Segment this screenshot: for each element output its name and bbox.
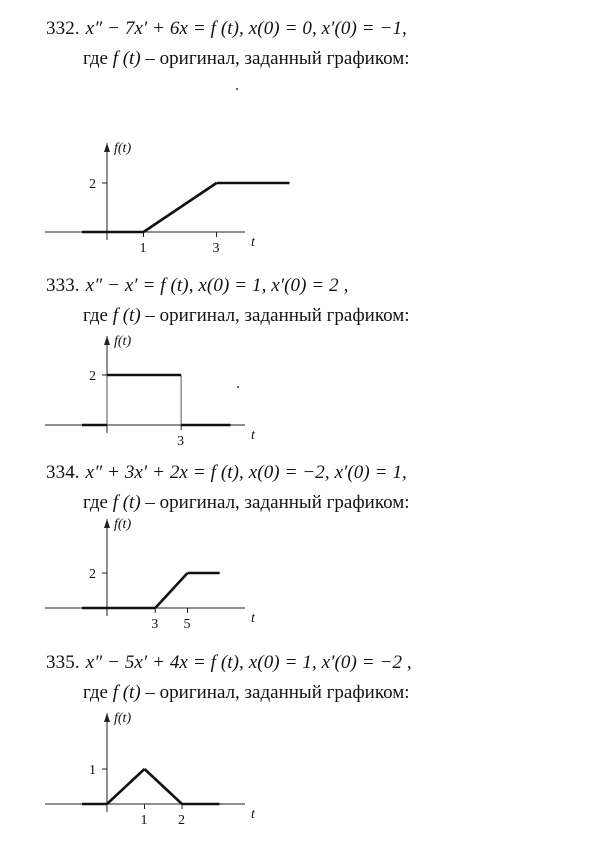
x-tick-label: 3 xyxy=(151,617,159,632)
x-tick-label: 5 xyxy=(183,617,191,632)
problem-333 xyxy=(0,275,599,465)
function-symbol: f (t) xyxy=(112,305,141,326)
lead-word: где xyxy=(83,48,108,69)
problem-number: 332. xyxy=(46,18,80,39)
y-tick-label: 2 xyxy=(89,177,96,192)
y-axis-arrow xyxy=(104,143,110,152)
function-symbol: f (t) xyxy=(112,48,141,69)
x-tick-label: 2 xyxy=(178,813,185,828)
x-tick-label: 1 xyxy=(139,241,147,256)
x-axis-label: t xyxy=(251,428,255,443)
x-axis-label: t xyxy=(251,235,255,250)
x-tick-label: 3 xyxy=(177,434,185,449)
problem-statement xyxy=(46,462,407,484)
equation: x″ − 7x′ + 6x = f (t), x(0) = 0, x′(0) = −1, xyxy=(85,18,407,39)
problem-number: 333. xyxy=(46,275,80,296)
scan-speck xyxy=(237,386,239,388)
lead-word: где xyxy=(83,492,108,513)
x-axis-label: t xyxy=(251,807,255,822)
x-tick-label: 1 xyxy=(140,813,148,828)
problem-description xyxy=(83,492,410,514)
description-text: – оригинал, заданный графиком: xyxy=(145,492,410,513)
equation: x″ + 3x′ + 2x = f (t), x(0) = −2, x′(0) = 1, xyxy=(85,462,407,483)
problem-description xyxy=(83,305,410,327)
function-symbol: f (t) xyxy=(112,492,141,513)
problem-description xyxy=(83,682,410,704)
y-tick-label: 1 xyxy=(89,763,96,778)
y-axis-label: f(t) xyxy=(114,334,132,349)
function-symbol: f (t) xyxy=(112,682,141,703)
description-text: – оригинал, заданный графиком: xyxy=(145,305,410,326)
problem-statement xyxy=(46,275,348,297)
x-axis-label: t xyxy=(251,611,255,626)
y-tick-label: 2 xyxy=(89,369,96,384)
y-axis-label: f(t) xyxy=(114,517,132,532)
lead-word: где xyxy=(83,682,108,703)
equation: x″ − x′ = f (t), x(0) = 1, x′(0) = 2 , xyxy=(85,275,349,296)
function-segment xyxy=(144,183,217,232)
scan-speck xyxy=(236,88,238,90)
problem-number: 334. xyxy=(46,462,80,483)
x-tick-label: 3 xyxy=(212,241,220,256)
y-tick-label: 2 xyxy=(89,567,96,582)
problem-statement xyxy=(46,652,412,674)
problem-number: 335. xyxy=(46,652,80,673)
description-text: – оригинал, заданный графиком: xyxy=(145,682,410,703)
y-axis-label: f(t) xyxy=(114,711,132,726)
problem-335 xyxy=(0,652,599,842)
description-text: – оригинал, заданный графиком: xyxy=(145,48,410,69)
equation: x″ − 5x′ + 4x = f (t), x(0) = 1, x′(0) = −2 , xyxy=(85,652,412,673)
lead-word: где xyxy=(83,305,108,326)
problem-334 xyxy=(0,462,599,652)
y-axis-label: f(t) xyxy=(114,141,132,156)
